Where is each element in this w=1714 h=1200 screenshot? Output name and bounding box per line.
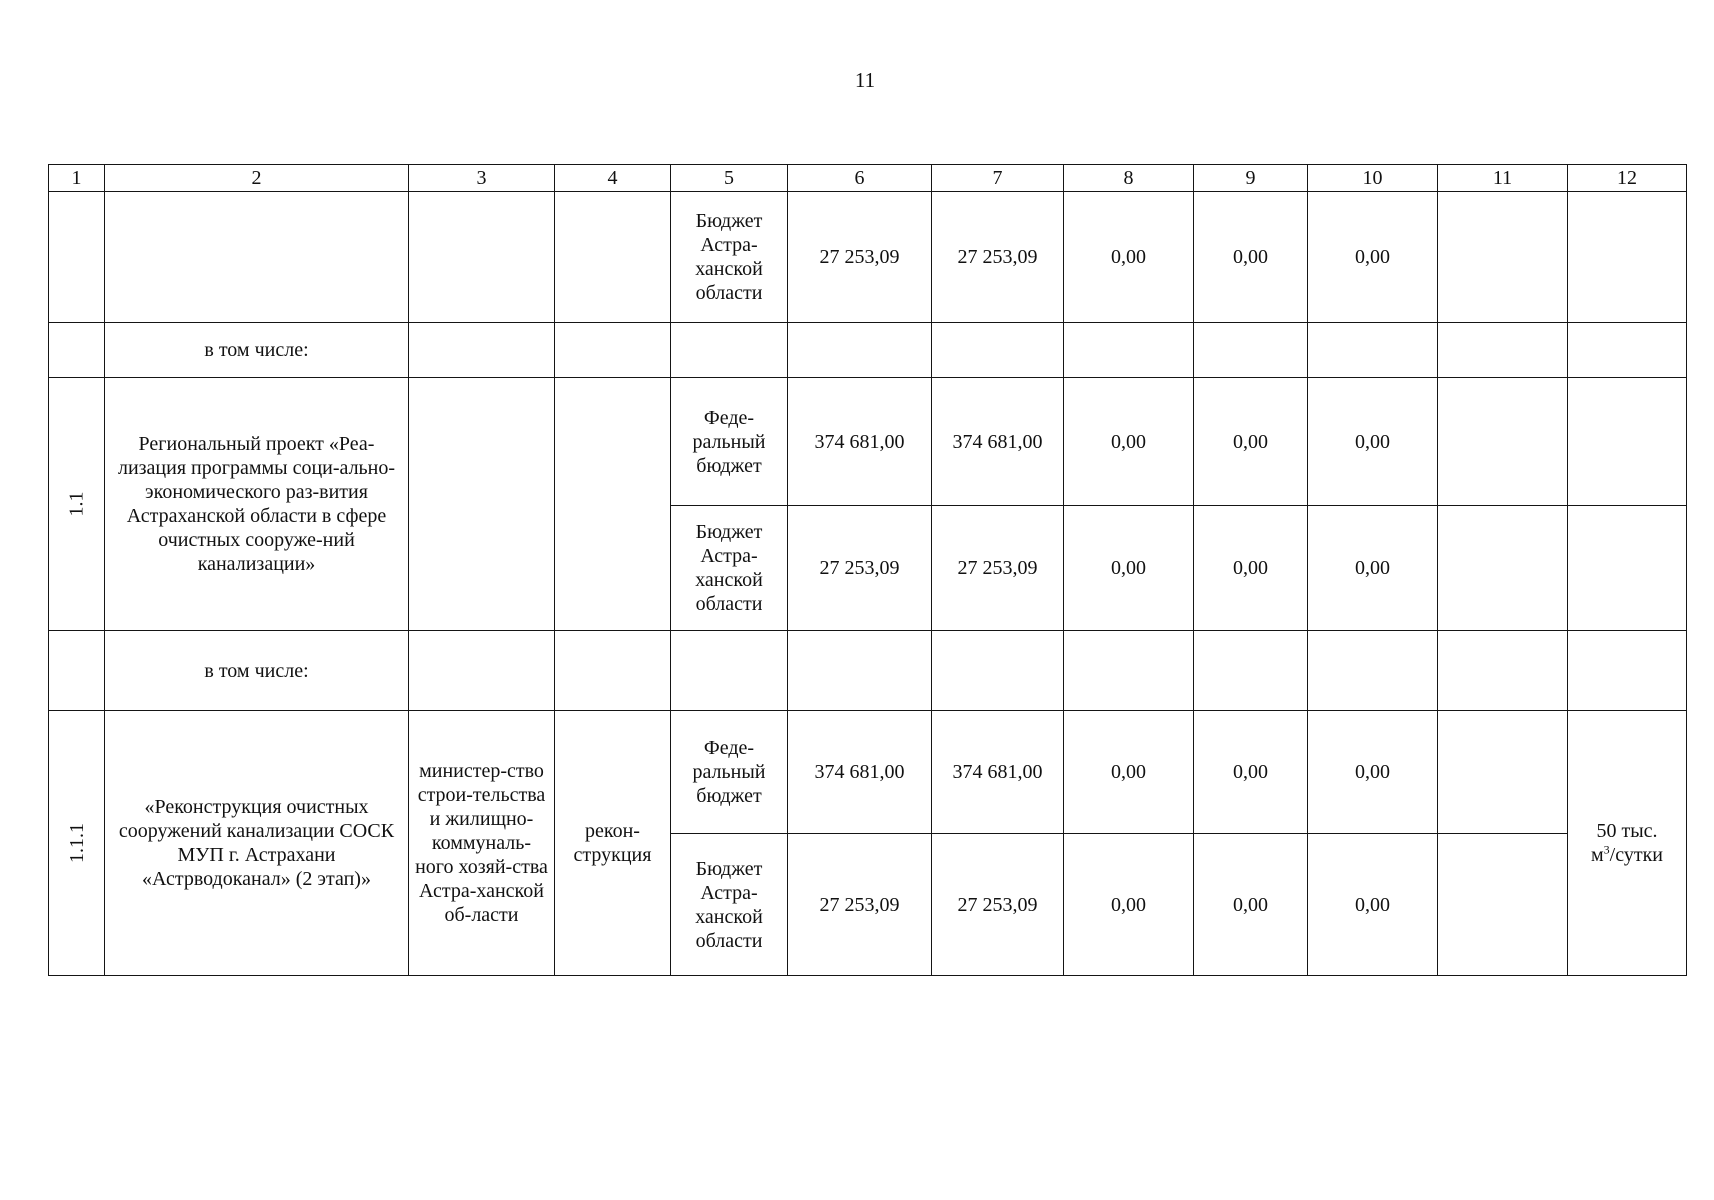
amount-cell: 374 681,00 bbox=[788, 711, 932, 834]
column-header: 11 bbox=[1438, 165, 1568, 192]
amount-cell: 27 253,09 bbox=[788, 192, 932, 323]
column-header: 9 bbox=[1194, 165, 1308, 192]
amount-cell: 0,00 bbox=[1308, 834, 1438, 976]
capacity-value: 50 тыс. bbox=[1596, 820, 1658, 842]
item-name: Региональный проект «Реа-лизация программы соци-ально-экономического раз-вития Астраханской области в сфере очистных сооруже-ний канализации» bbox=[105, 378, 409, 631]
empty-cell bbox=[555, 378, 671, 631]
column-header: 4 bbox=[555, 165, 671, 192]
empty-cell bbox=[1194, 631, 1308, 711]
empty-cell bbox=[409, 323, 555, 378]
empty-cell bbox=[1438, 711, 1568, 834]
table-row bbox=[49, 192, 1687, 323]
funding-source: Феде-ральный бюджет bbox=[671, 378, 788, 506]
amount-cell: 0,00 bbox=[1064, 834, 1194, 976]
amount-cell: 0,00 bbox=[1194, 378, 1308, 506]
item-number: 1.1 bbox=[65, 491, 88, 517]
empty-cell bbox=[105, 192, 409, 323]
funding-source: Феде-ральный бюджет bbox=[671, 711, 788, 834]
empty-cell bbox=[1438, 192, 1568, 323]
empty-cell bbox=[1438, 378, 1568, 506]
empty-cell bbox=[1438, 834, 1568, 976]
amount-cell: 27 253,09 bbox=[788, 506, 932, 631]
column-header: 7 bbox=[932, 165, 1064, 192]
empty-cell bbox=[409, 631, 555, 711]
empty-cell bbox=[1568, 323, 1687, 378]
column-number-row bbox=[49, 165, 1687, 192]
empty-cell bbox=[1438, 506, 1568, 631]
amount-cell: 0,00 bbox=[1308, 192, 1438, 323]
item-number-cell bbox=[49, 378, 105, 631]
amount-cell: 374 681,00 bbox=[932, 711, 1064, 834]
funding-source: Бюджет Астра-ханской области bbox=[671, 506, 788, 631]
empty-cell bbox=[1438, 631, 1568, 711]
item-number: 1.1.1 bbox=[65, 823, 88, 863]
amount-cell: 374 681,00 bbox=[932, 378, 1064, 506]
empty-cell bbox=[555, 192, 671, 323]
empty-cell bbox=[1064, 631, 1194, 711]
empty-cell bbox=[1308, 631, 1438, 711]
amount-cell: 0,00 bbox=[1064, 711, 1194, 834]
amount-cell: 0,00 bbox=[1064, 378, 1194, 506]
empty-cell bbox=[932, 631, 1064, 711]
funding-source: Бюджет Астра-ханской области bbox=[671, 192, 788, 323]
amount-cell: 27 253,09 bbox=[932, 506, 1064, 631]
amount-cell: 0,00 bbox=[1308, 378, 1438, 506]
amount-cell: 0,00 bbox=[1194, 506, 1308, 631]
work-type-cell: рекон-струкция bbox=[555, 711, 671, 976]
empty-cell bbox=[555, 323, 671, 378]
amount-cell: 0,00 bbox=[1308, 506, 1438, 631]
amount-cell: 0,00 bbox=[1064, 192, 1194, 323]
column-header: 3 bbox=[409, 165, 555, 192]
empty-cell bbox=[788, 631, 932, 711]
item-number-cell bbox=[49, 711, 105, 976]
empty-cell bbox=[409, 192, 555, 323]
column-header: 2 bbox=[105, 165, 409, 192]
amount-cell: 0,00 bbox=[1194, 711, 1308, 834]
empty-cell bbox=[1308, 323, 1438, 378]
executor-cell: министер-ство строи-тельства и жилищно-коммуналь-ного хозяй-ства Астра-ханской об-ласти bbox=[409, 711, 555, 976]
column-header: 10 bbox=[1308, 165, 1438, 192]
empty-cell bbox=[1194, 323, 1308, 378]
empty-cell bbox=[1438, 323, 1568, 378]
empty-cell bbox=[1568, 506, 1687, 631]
empty-cell bbox=[1568, 631, 1687, 711]
capacity-unit: $м^3$/сутки bbox=[1591, 842, 1663, 866]
amount-cell: 374 681,00 bbox=[788, 378, 932, 506]
amount-cell: 0,00 bbox=[1308, 711, 1438, 834]
column-header: 1 bbox=[49, 165, 105, 192]
empty-cell bbox=[1568, 192, 1687, 323]
empty-cell bbox=[788, 323, 932, 378]
amount-cell: 27 253,09 bbox=[788, 834, 932, 976]
amount-cell: 27 253,09 bbox=[932, 834, 1064, 976]
empty-cell bbox=[1064, 323, 1194, 378]
amount-cell: 0,00 bbox=[1194, 192, 1308, 323]
empty-cell bbox=[1568, 378, 1687, 506]
page-number: 11 bbox=[854, 68, 876, 92]
empty-cell bbox=[932, 323, 1064, 378]
including-label: в том числе: bbox=[105, 631, 409, 711]
empty-cell bbox=[671, 631, 788, 711]
column-header: 5 bbox=[671, 165, 788, 192]
empty-cell bbox=[49, 323, 105, 378]
empty-cell bbox=[409, 378, 555, 631]
column-header: 6 bbox=[788, 165, 932, 192]
column-header: 8 bbox=[1064, 165, 1194, 192]
capacity-cell bbox=[1568, 711, 1687, 976]
program-funding-table bbox=[48, 164, 1687, 976]
table-row bbox=[49, 323, 1687, 378]
funding-source: Бюджет Астра-ханской области bbox=[671, 834, 788, 976]
amount-cell: 0,00 bbox=[1064, 506, 1194, 631]
amount-cell: 0,00 bbox=[1194, 834, 1308, 976]
empty-cell bbox=[671, 323, 788, 378]
table-row bbox=[49, 631, 1687, 711]
item-name: «Реконструкция очистных сооружений канализации СОСК МУП г. Астрахани «Астрводоканал» (2 этап)» bbox=[105, 711, 409, 976]
empty-cell bbox=[555, 631, 671, 711]
amount-cell: 27 253,09 bbox=[932, 192, 1064, 323]
column-header: 12 bbox=[1568, 165, 1687, 192]
table-row bbox=[49, 378, 1687, 506]
including-label: в том числе: bbox=[105, 323, 409, 378]
empty-cell bbox=[49, 192, 105, 323]
table-row bbox=[49, 711, 1687, 834]
empty-cell bbox=[49, 631, 105, 711]
